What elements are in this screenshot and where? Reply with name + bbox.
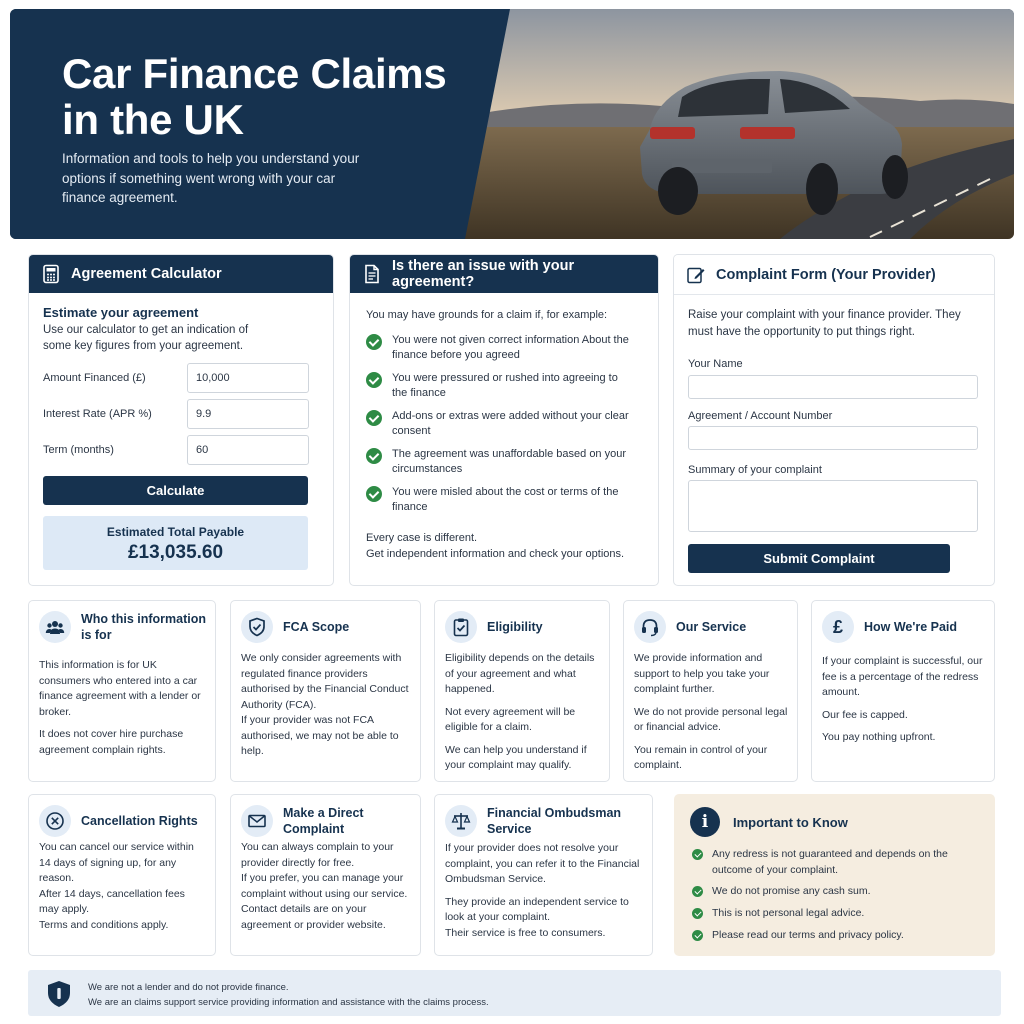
name-field[interactable] — [688, 375, 978, 399]
check-icon — [366, 334, 382, 350]
who-body — [39, 658, 207, 765]
term-label: Term (months) — [43, 444, 114, 456]
term-input[interactable] — [187, 435, 309, 465]
issue-item-text: You were not given correct information About the finance before you agreed — [392, 334, 629, 361]
direct-text-3: Contact details are on your agreement or provider website. — [241, 903, 386, 931]
paid-card — [811, 600, 995, 782]
cancellation-body — [39, 840, 207, 940]
paid-header — [822, 611, 988, 643]
ombudsman-text-1: If your provider does not resolve your complaint, you can refer it to the Financial Ombudsman Service. — [445, 842, 640, 885]
fca-text-2: If your provider was not FCA authorised, we may not be able to help. — [241, 714, 399, 757]
direct-complaint-body — [241, 840, 412, 940]
who-text-1: This information is for UK consumers who entered into a car finance agreement with a lender or broker. — [39, 659, 201, 718]
car-road-photo — [450, 9, 1014, 239]
interest-rate-input[interactable] — [187, 399, 309, 429]
mail-icon — [241, 805, 273, 837]
calculate-button[interactable]: Calculate — [43, 476, 308, 505]
important-item — [692, 847, 982, 878]
service-card — [623, 600, 798, 782]
cancellation-text-1: You can cancel our service within 14 days of signing up, for any reason. — [39, 841, 194, 884]
issue-item-text: The agreement was unaffordable based on your circumstances — [392, 448, 627, 475]
fca-body — [241, 651, 412, 767]
important-item — [692, 928, 982, 944]
footer-line-1: We are not a lender and do not provide finance. — [88, 982, 289, 993]
eligibility-text-1: Eligibility depends on the details of your agreement and what happened. — [445, 652, 595, 695]
cancellation-text-3: Terms and conditions apply. — [39, 918, 169, 931]
fca-title: FCA Scope — [283, 620, 350, 634]
paid-text-2: Our fee is capped. — [822, 708, 908, 721]
important-item-text: We do not promise any cash sum. — [712, 885, 871, 897]
users-icon — [39, 611, 71, 643]
cancellation-card — [28, 794, 216, 956]
interest-rate-row — [43, 399, 309, 429]
check-icon — [366, 486, 382, 502]
who-text-2: It does not cover hire purchase agreement complain rights. — [39, 728, 184, 756]
fca-card — [230, 600, 421, 782]
check-icon — [692, 930, 703, 941]
who-header — [39, 611, 209, 643]
ombudsman-text-2: They provide an independent service to look at your complaint. — [445, 895, 629, 923]
check-icon — [366, 410, 382, 426]
service-title: Our Service — [676, 620, 747, 634]
service-text-3: You remain in control of your complaint. — [634, 743, 768, 771]
paid-text-3: You pay nothing upfront. — [822, 731, 936, 743]
issue-item-text: You were misled about the cost or terms of the finance — [392, 486, 619, 513]
issue-intro: You may have grounds for a claim if, for example: — [366, 309, 608, 321]
check-icon — [692, 886, 703, 897]
service-text-1: We provide information and support to help you take your complaint further. — [634, 652, 770, 695]
direct-text-1: You can always complain to your provider directly for free. — [241, 841, 394, 869]
who-title: Who this information is for — [81, 612, 206, 642]
complaint-form-title: Complaint Form (Your Provider) — [716, 266, 936, 283]
issue-item-text: Add-ons or extras were added without your clear consent — [392, 410, 629, 437]
eligibility-body — [445, 651, 601, 781]
service-text-2: We do not provide personal legal or financial advice. — [634, 705, 788, 733]
calculator-icon — [41, 264, 61, 284]
who-card — [28, 600, 216, 782]
important-title: Important to Know — [733, 815, 848, 830]
account-number-field[interactable] — [688, 426, 978, 450]
term-row — [43, 435, 309, 465]
hero-banner — [10, 9, 1014, 239]
amount-financed-row — [43, 363, 309, 393]
scales-icon — [445, 805, 477, 837]
eligibility-text-3: We can help you understand if your complaint may qualify. — [445, 743, 587, 771]
issue-item — [366, 371, 636, 401]
summary-label: Summary of your complaint — [688, 464, 822, 476]
issue-item — [366, 409, 636, 439]
calculator-title: Agreement Calculator — [71, 266, 222, 282]
eligibility-title: Eligibility — [487, 620, 543, 634]
issue-footer — [366, 531, 646, 562]
complaint-form-header — [674, 255, 994, 295]
calculator-subtitle: Estimate your agreement — [43, 305, 199, 320]
issue-footer-line2: Get independent information and check your options. — [366, 547, 625, 560]
info-icon: i — [690, 807, 720, 837]
important-to-know-card — [674, 794, 995, 956]
service-body — [634, 651, 789, 781]
issue-header — [350, 255, 658, 293]
check-icon — [366, 448, 382, 464]
eligibility-header — [445, 611, 603, 643]
result-label: Estimated Total Payable — [106, 525, 245, 539]
issue-item — [366, 485, 636, 515]
summary-field[interactable] — [688, 480, 978, 532]
footer-text — [88, 981, 489, 1010]
complaint-form-description: Raise your complaint with your finance provider. They must have the opportunity to put things right. — [688, 309, 961, 338]
ombudsman-title: Financial Ombudsman Service — [487, 806, 622, 836]
fca-header — [241, 611, 414, 643]
amount-financed-input[interactable] — [187, 363, 309, 393]
cancellation-text-2: After 14 days, cancellation fees may apply. — [39, 887, 185, 915]
important-item — [692, 884, 982, 900]
paid-title: How We're Paid — [864, 620, 958, 634]
ombudsman-card — [434, 794, 653, 956]
interest-rate-label: Interest Rate (APR %) — [43, 408, 152, 420]
hero-title: Car Finance Claims in the UK — [62, 50, 447, 143]
hero-subtitle: Information and tools to help you understand your options if something went wrong with your car finance agreement. — [62, 151, 360, 205]
cancellation-header — [39, 805, 209, 837]
document-icon — [362, 264, 382, 284]
calculator-description: Use our calculator to get an indication of some key figures from your agreement. — [43, 324, 249, 352]
shield-check-icon — [241, 611, 273, 643]
service-header — [634, 611, 791, 643]
cancel-icon — [39, 805, 71, 837]
issue-card — [349, 254, 659, 586]
fca-text-1: We only consider agreements with regulated finance providers authorised by the Financial Conduct Authority (FCA). — [241, 652, 409, 711]
calculator-card — [28, 254, 334, 586]
cancellation-title: Cancellation Rights — [81, 814, 198, 828]
account-number-label: Agreement / Account Number — [688, 410, 833, 422]
footer-disclaimer — [28, 970, 1001, 1016]
headset-icon — [634, 611, 666, 643]
paid-body — [822, 654, 986, 753]
result-value: £13,035.60 — [127, 542, 224, 563]
ombudsman-text-3: Their service is free to consumers. — [445, 926, 606, 939]
check-icon — [692, 849, 703, 860]
important-item — [692, 906, 982, 922]
result-box — [43, 516, 308, 570]
calculator-header — [29, 255, 333, 293]
amount-financed-label: Amount Financed (£) — [43, 372, 146, 384]
issue-footer-line1: Every case is different. — [366, 532, 478, 544]
complaint-form-card — [673, 254, 995, 586]
submit-complaint-button[interactable]: Submit Complaint — [688, 544, 950, 573]
pound-icon: £ — [822, 611, 854, 643]
ombudsman-header — [445, 805, 646, 837]
issue-title: Is there an issue with your agreement? — [392, 258, 575, 290]
important-item-text: Any redress is not guaranteed and depends on the outcome of your complaint. — [712, 848, 948, 876]
issue-item — [366, 447, 636, 477]
clipboard-check-icon — [445, 611, 477, 643]
check-icon — [692, 908, 703, 919]
paid-text-1: If your complaint is successful, our fee is a percentage of the redress amount. — [822, 655, 983, 698]
footer-line-2: We are an claims support service providing information and assistance with the claims process. — [88, 996, 489, 1008]
direct-text-2: If you prefer, you can manage your complaint without using our service. — [241, 872, 408, 900]
name-label: Your Name — [688, 358, 743, 370]
edit-icon — [686, 265, 706, 285]
important-item-text: This is not personal legal advice. — [712, 907, 865, 919]
direct-complaint-header — [241, 805, 414, 837]
check-icon — [366, 372, 382, 388]
ombudsman-body — [445, 841, 644, 948]
issue-item-text: You were pressured or rushed into agreeing to the finance — [392, 372, 618, 399]
shield-icon — [46, 980, 72, 1008]
direct-complaint-card — [230, 794, 421, 956]
eligibility-card — [434, 600, 610, 782]
issue-item — [366, 333, 636, 363]
direct-complaint-title: Make a Direct Complaint — [283, 806, 364, 836]
eligibility-text-2: Not every agreement will be eligible for a claim. — [445, 705, 576, 733]
important-item-text: Please read our terms and privacy policy. — [712, 929, 904, 941]
